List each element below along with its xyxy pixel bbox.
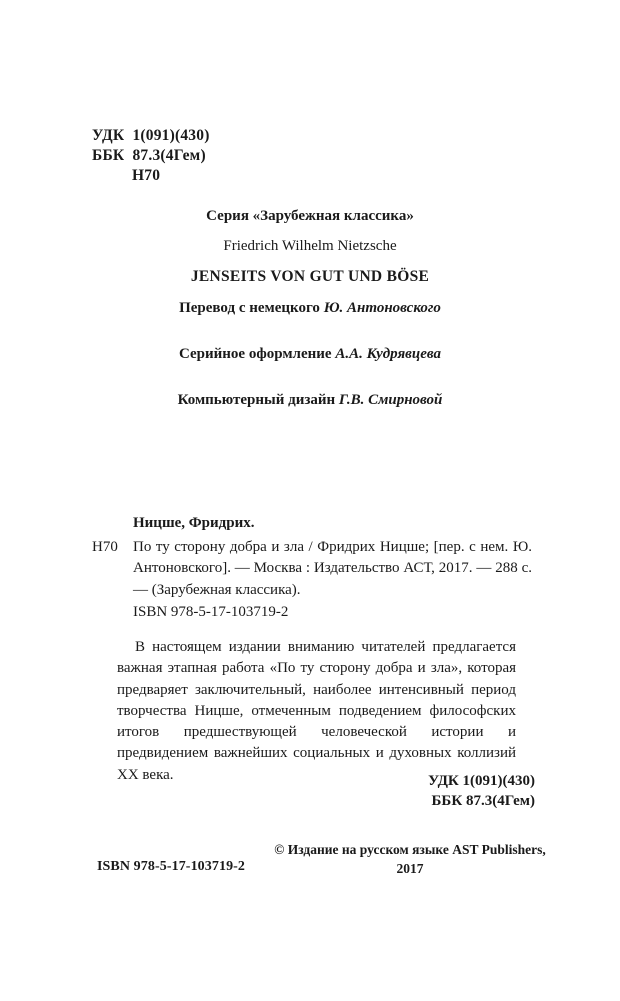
classification-codes-bottom [428, 771, 535, 811]
shelf-code-top: Н70 [132, 167, 161, 184]
translation-credit [0, 299, 620, 317]
bbk-code-bottom: ББК 87.3(4Гем) [431, 793, 535, 809]
original-title-latin: JENSEITS VON GUT UND BÖSE [190, 268, 430, 285]
udk-code-top: УДК 1(091)(430) [92, 127, 210, 144]
computer-design-credit-label: Компьютерный дизайн [177, 392, 339, 408]
biblio-description: По ту сторону добра и зла / Фридрих Ницше; [пер. с нем. Ю. Антоновского]. — Москва : Издательство АСТ, 2017. — 288 с. — (Зарубежная классика). [133, 538, 532, 598]
translation-credit-person: Ю. Антоновского [323, 300, 441, 316]
series-credits-block [0, 208, 620, 409]
bbk-code-top: ББК 87.3(4Гем) [92, 147, 206, 164]
series-design-credit-label: Серийное оформление [178, 346, 336, 362]
computer-design-credit-person: Г.В. Смирновой [338, 392, 443, 408]
biblio-author-heading: Ницше, Фридрих. [133, 515, 255, 531]
annotation-text: В настоящем издании вниманию читателей предлагается важная этапная работа «По ту сторону добра и зла», которая предваряет заключительный, наиболее интенсивный период творчества Ницше, отмеченным подведением философских итогов предшествующей человеческой истории и предвидением важнейших социальных и духовных коллизий XX века. [117, 639, 516, 783]
isbn-record: ISBN 978-5-17-103719-2 [133, 604, 289, 620]
series-design-credit [0, 345, 620, 363]
classification-codes-top [92, 126, 210, 186]
isbn-bottom: ISBN 978-5-17-103719-2 [97, 859, 246, 874]
annotation-block [117, 637, 516, 786]
copyright-line-1: © Издание на русском языке AST Publishers, [274, 842, 546, 857]
udk-code-bottom: УДК 1(091)(430) [428, 773, 535, 789]
copyright-notice [270, 840, 550, 878]
biblio-body [92, 537, 532, 624]
series-design-credit-person: А.А. Кудрявцева [335, 346, 441, 362]
copyright-line-2: 2017 [396, 861, 424, 876]
biblio-shelf-marker: Н70 [92, 538, 118, 555]
translation-credit-label: Перевод с немецкого [179, 300, 324, 316]
author-name-latin: Friedrich Wilhelm Nietzsche [223, 238, 397, 254]
bibliographic-record [92, 513, 532, 624]
computer-design-credit [0, 391, 620, 409]
series-label: Серия «Зарубежная классика» [206, 208, 414, 224]
